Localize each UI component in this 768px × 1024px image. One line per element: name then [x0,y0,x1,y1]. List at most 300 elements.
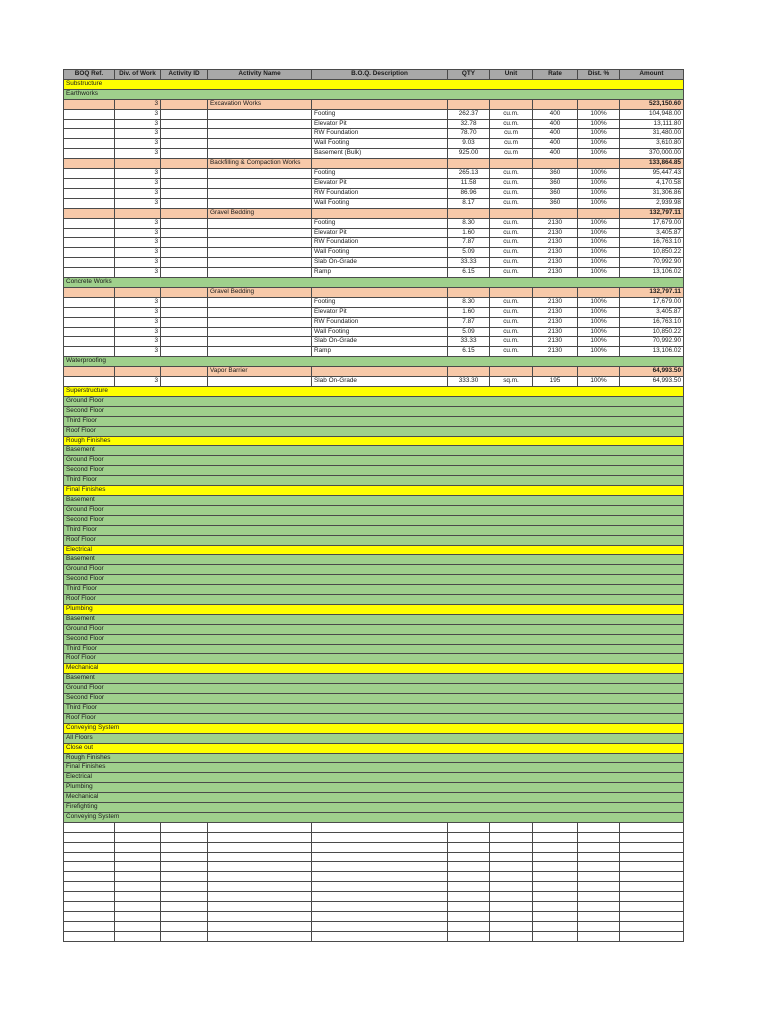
boq-description-cell[interactable]: Footing [312,297,448,307]
amount-cell[interactable] [620,902,684,912]
activity-id-cell[interactable] [161,842,208,852]
rate-cell[interactable]: 2130 [533,317,578,327]
div-of-work-cell[interactable]: 3 [115,119,161,129]
boq-ref-cell[interactable] [64,921,115,931]
unit-cell[interactable] [490,862,533,872]
activity-id-cell[interactable] [161,367,208,377]
section-label-cell[interactable]: Ground Floor [64,396,684,406]
activity-id-cell[interactable] [161,228,208,238]
activity-name-cell[interactable] [208,832,312,842]
amount-cell[interactable]: 3,405.87 [620,228,684,238]
activity-id-cell[interactable] [161,258,208,268]
activity-name-cell[interactable]: Gravel Bedding [208,208,312,218]
amount-cell[interactable]: 4,170.58 [620,178,684,188]
unit-cell[interactable] [490,931,533,941]
unit-cell[interactable]: cu.m. [490,109,533,119]
amount-cell[interactable] [620,862,684,872]
rate-cell[interactable] [533,882,578,892]
section-label-cell[interactable]: Firefighting [64,803,684,813]
boq-description-cell[interactable]: Elevator Pit [312,178,448,188]
boq-description-cell[interactable]: Slab On-Grade [312,337,448,347]
rate-cell[interactable]: 400 [533,149,578,159]
boq-ref-cell[interactable] [64,109,115,119]
activity-name-cell[interactable] [208,337,312,347]
amount-cell[interactable]: 13,111.80 [620,119,684,129]
section-label-cell[interactable]: Basement [64,674,684,684]
header-dist[interactable]: Dist. % [578,70,620,80]
header-rate[interactable]: Rate [533,70,578,80]
div-of-work-cell[interactable] [115,852,161,862]
boq-description-cell[interactable]: Wall Footing [312,198,448,208]
div-of-work-cell[interactable] [115,822,161,832]
div-of-work-cell[interactable]: 3 [115,139,161,149]
unit-cell[interactable] [490,159,533,169]
activity-name-cell[interactable] [208,892,312,902]
activity-id-cell[interactable] [161,99,208,109]
amount-cell[interactable]: 95,447.43 [620,169,684,179]
unit-cell[interactable]: cu.m. [490,327,533,337]
unit-cell[interactable] [490,832,533,842]
boq-ref-cell[interactable] [64,902,115,912]
unit-cell[interactable]: cu.m. [490,228,533,238]
div-of-work-cell[interactable] [115,208,161,218]
boq-ref-cell[interactable] [64,862,115,872]
activity-id-cell[interactable] [161,327,208,337]
unit-cell[interactable] [490,882,533,892]
boq-ref-cell[interactable] [64,832,115,842]
section-label-cell[interactable]: Electrical [64,545,684,555]
boq-ref-cell[interactable] [64,268,115,278]
qty-cell[interactable]: 6.15 [448,347,490,357]
unit-cell[interactable]: cu.m. [490,258,533,268]
rate-cell[interactable]: 360 [533,198,578,208]
activity-name-cell[interactable]: Excavation Works [208,99,312,109]
boq-description-cell[interactable] [312,882,448,892]
activity-name-cell[interactable] [208,149,312,159]
rate-cell[interactable]: 360 [533,188,578,198]
unit-cell[interactable] [490,287,533,297]
dist-cell[interactable]: 100% [578,149,620,159]
boq-ref-cell[interactable] [64,347,115,357]
boq-ref-cell[interactable] [64,218,115,228]
section-label-cell[interactable]: Basement [64,614,684,624]
amount-cell[interactable] [620,911,684,921]
amount-cell[interactable]: 10,850.22 [620,327,684,337]
dist-cell[interactable] [578,822,620,832]
boq-description-cell[interactable]: Ramp [312,268,448,278]
unit-cell[interactable] [490,842,533,852]
activity-id-cell[interactable] [161,297,208,307]
activity-id-cell[interactable] [161,287,208,297]
activity-name-cell[interactable] [208,842,312,852]
dist-cell[interactable]: 100% [578,377,620,387]
activity-name-cell[interactable] [208,139,312,149]
boq-ref-cell[interactable] [64,178,115,188]
dist-cell[interactable]: 100% [578,119,620,129]
boq-description-cell[interactable] [312,921,448,931]
rate-cell[interactable] [533,931,578,941]
unit-cell[interactable] [490,872,533,882]
boq-ref-cell[interactable] [64,208,115,218]
section-label-cell[interactable]: Second Floor [64,634,684,644]
boq-description-cell[interactable] [312,287,448,297]
dist-cell[interactable] [578,862,620,872]
section-label-cell[interactable]: Roof Floor [64,426,684,436]
unit-cell[interactable]: cu.m. [490,307,533,317]
activity-name-cell[interactable] [208,911,312,921]
dist-cell[interactable] [578,911,620,921]
div-of-work-cell[interactable]: 3 [115,377,161,387]
dist-cell[interactable]: 100% [578,109,620,119]
amount-cell[interactable]: 132,797.11 [620,208,684,218]
div-of-work-cell[interactable] [115,921,161,931]
qty-cell[interactable]: 1.60 [448,307,490,317]
activity-name-cell[interactable] [208,307,312,317]
activity-id-cell[interactable] [161,119,208,129]
qty-cell[interactable]: 86.96 [448,188,490,198]
dist-cell[interactable]: 100% [578,129,620,139]
qty-cell[interactable] [448,902,490,912]
activity-name-cell[interactable] [208,248,312,258]
section-label-cell[interactable]: Final Finishes [64,486,684,496]
header-amount[interactable]: Amount [620,70,684,80]
section-label-cell[interactable]: Third Floor [64,525,684,535]
section-label-cell[interactable]: Third Floor [64,585,684,595]
div-of-work-cell[interactable]: 3 [115,169,161,179]
activity-id-cell[interactable] [161,882,208,892]
boq-ref-cell[interactable] [64,911,115,921]
boq-description-cell[interactable] [312,911,448,921]
dist-cell[interactable] [578,832,620,842]
section-label-cell[interactable]: Roof Floor [64,535,684,545]
section-label-cell[interactable]: Mechanical [64,664,684,674]
div-of-work-cell[interactable]: 3 [115,218,161,228]
unit-cell[interactable]: cu.m. [490,169,533,179]
boq-ref-cell[interactable] [64,248,115,258]
boq-description-cell[interactable] [312,822,448,832]
div-of-work-cell[interactable]: 3 [115,228,161,238]
amount-cell[interactable] [620,822,684,832]
dist-cell[interactable]: 100% [578,347,620,357]
unit-cell[interactable] [490,99,533,109]
boq-description-cell[interactable] [312,862,448,872]
boq-ref-cell[interactable] [64,852,115,862]
boq-ref-cell[interactable] [64,337,115,347]
unit-cell[interactable]: cu.m. [490,337,533,347]
boq-ref-cell[interactable] [64,159,115,169]
qty-cell[interactable]: 6.15 [448,268,490,278]
activity-name-cell[interactable] [208,178,312,188]
boq-description-cell[interactable]: Footing [312,109,448,119]
activity-name-cell[interactable] [208,931,312,941]
boq-description-cell[interactable]: Footing [312,169,448,179]
qty-cell[interactable]: 8.30 [448,297,490,307]
dist-cell[interactable]: 100% [578,198,620,208]
div-of-work-cell[interactable]: 3 [115,109,161,119]
section-label-cell[interactable]: All Floors [64,733,684,743]
activity-id-cell[interactable] [161,129,208,139]
header-boq-ref[interactable]: BOQ Ref. [64,70,115,80]
amount-cell[interactable]: 70,992.90 [620,258,684,268]
dist-cell[interactable]: 100% [578,169,620,179]
boq-description-cell[interactable]: Elevator Pit [312,228,448,238]
boq-description-cell[interactable] [312,842,448,852]
amount-cell[interactable]: 64,993.50 [620,377,684,387]
amount-cell[interactable]: 31,306.86 [620,188,684,198]
section-label-cell[interactable]: Second Floor [64,575,684,585]
amount-cell[interactable] [620,921,684,931]
rate-cell[interactable] [533,367,578,377]
dist-cell[interactable] [578,852,620,862]
dist-cell[interactable] [578,902,620,912]
div-of-work-cell[interactable] [115,882,161,892]
activity-id-cell[interactable] [161,159,208,169]
dist-cell[interactable] [578,931,620,941]
rate-cell[interactable]: 2130 [533,228,578,238]
activity-name-cell[interactable] [208,347,312,357]
activity-name-cell[interactable] [208,169,312,179]
activity-id-cell[interactable] [161,902,208,912]
boq-ref-cell[interactable] [64,287,115,297]
div-of-work-cell[interactable]: 3 [115,297,161,307]
qty-cell[interactable]: 78.70 [448,129,490,139]
qty-cell[interactable]: 9.03 [448,139,490,149]
dist-cell[interactable]: 100% [578,307,620,317]
boq-ref-cell[interactable] [64,198,115,208]
activity-id-cell[interactable] [161,832,208,842]
boq-ref-cell[interactable] [64,377,115,387]
boq-ref-cell[interactable] [64,119,115,129]
unit-cell[interactable]: cu.m. [490,218,533,228]
rate-cell[interactable]: 2130 [533,248,578,258]
activity-id-cell[interactable] [161,169,208,179]
div-of-work-cell[interactable] [115,931,161,941]
activity-id-cell[interactable] [161,208,208,218]
section-label-cell[interactable]: Second Floor [64,466,684,476]
rate-cell[interactable] [533,842,578,852]
rate-cell[interactable]: 195 [533,377,578,387]
activity-name-cell[interactable] [208,862,312,872]
activity-name-cell[interactable] [208,317,312,327]
rate-cell[interactable] [533,862,578,872]
boq-description-cell[interactable]: Wall Footing [312,327,448,337]
qty-cell[interactable]: 262.37 [448,109,490,119]
rate-cell[interactable]: 400 [533,119,578,129]
amount-cell[interactable] [620,852,684,862]
div-of-work-cell[interactable] [115,367,161,377]
amount-cell[interactable]: 133,864.85 [620,159,684,169]
amount-cell[interactable] [620,832,684,842]
section-label-cell[interactable]: Waterproofing [64,357,684,367]
unit-cell[interactable]: sq.m. [490,377,533,387]
dist-cell[interactable] [578,882,620,892]
qty-cell[interactable]: 33.33 [448,337,490,347]
activity-name-cell[interactable] [208,218,312,228]
boq-description-cell[interactable]: Footing [312,218,448,228]
amount-cell[interactable]: 10,850.22 [620,248,684,258]
qty-cell[interactable] [448,842,490,852]
section-label-cell[interactable]: Ground Floor [64,456,684,466]
rate-cell[interactable] [533,208,578,218]
unit-cell[interactable]: cu.m. [490,248,533,258]
section-label-cell[interactable]: Mechanical [64,793,684,803]
rate-cell[interactable] [533,159,578,169]
qty-cell[interactable] [448,911,490,921]
unit-cell[interactable]: cu.m. [490,238,533,248]
activity-name-cell[interactable] [208,188,312,198]
qty-cell[interactable]: 33.33 [448,258,490,268]
section-label-cell[interactable]: Rough Finishes [64,753,684,763]
rate-cell[interactable]: 2130 [533,258,578,268]
amount-cell[interactable]: 523,150.60 [620,99,684,109]
div-of-work-cell[interactable]: 3 [115,327,161,337]
activity-id-cell[interactable] [161,862,208,872]
qty-cell[interactable]: 265.13 [448,169,490,179]
section-label-cell[interactable]: Third Floor [64,644,684,654]
boq-ref-cell[interactable] [64,882,115,892]
activity-id-cell[interactable] [161,188,208,198]
activity-name-cell[interactable] [208,268,312,278]
boq-description-cell[interactable] [312,931,448,941]
dist-cell[interactable] [578,159,620,169]
qty-cell[interactable] [448,832,490,842]
section-label-cell[interactable]: Electrical [64,773,684,783]
rate-cell[interactable]: 2130 [533,218,578,228]
div-of-work-cell[interactable]: 3 [115,258,161,268]
section-label-cell[interactable]: Roof Floor [64,654,684,664]
section-label-cell[interactable]: Final Finishes [64,763,684,773]
amount-cell[interactable]: 17,679.00 [620,297,684,307]
unit-cell[interactable]: cu.m [490,149,533,159]
rate-cell[interactable] [533,832,578,842]
boq-ref-cell[interactable] [64,99,115,109]
activity-id-cell[interactable] [161,109,208,119]
unit-cell[interactable]: cu.m. [490,297,533,307]
section-label-cell[interactable]: Third Floor [64,416,684,426]
activity-name-cell[interactable] [208,297,312,307]
header-div-of-work[interactable]: Div. of Work [115,70,161,80]
boq-description-cell[interactable]: RW Foundation [312,238,448,248]
activity-name-cell[interactable] [208,852,312,862]
div-of-work-cell[interactable] [115,159,161,169]
dist-cell[interactable] [578,872,620,882]
activity-name-cell[interactable] [208,198,312,208]
qty-cell[interactable]: 7.87 [448,317,490,327]
dist-cell[interactable] [578,287,620,297]
dist-cell[interactable]: 100% [578,218,620,228]
section-label-cell[interactable]: Conveying System [64,812,684,822]
rate-cell[interactable]: 400 [533,139,578,149]
boq-ref-cell[interactable] [64,139,115,149]
qty-cell[interactable] [448,159,490,169]
amount-cell[interactable]: 2,939.98 [620,198,684,208]
activity-id-cell[interactable] [161,822,208,832]
section-label-cell[interactable]: Roof Floor [64,595,684,605]
unit-cell[interactable] [490,921,533,931]
activity-name-cell[interactable] [208,872,312,882]
activity-id-cell[interactable] [161,347,208,357]
section-label-cell[interactable]: Second Floor [64,515,684,525]
activity-id-cell[interactable] [161,892,208,902]
header-activity-id[interactable]: Activity ID [161,70,208,80]
activity-id-cell[interactable] [161,921,208,931]
boq-ref-cell[interactable] [64,129,115,139]
boq-ref-cell[interactable] [64,842,115,852]
activity-name-cell[interactable] [208,921,312,931]
unit-cell[interactable] [490,822,533,832]
rate-cell[interactable] [533,921,578,931]
dist-cell[interactable]: 100% [578,327,620,337]
rate-cell[interactable] [533,99,578,109]
dist-cell[interactable] [578,892,620,902]
qty-cell[interactable] [448,921,490,931]
dist-cell[interactable] [578,99,620,109]
rate-cell[interactable] [533,892,578,902]
unit-cell[interactable] [490,902,533,912]
div-of-work-cell[interactable] [115,862,161,872]
boq-description-cell[interactable]: Slab On-Grade [312,258,448,268]
activity-name-cell[interactable] [208,228,312,238]
unit-cell[interactable]: cu.m. [490,188,533,198]
amount-cell[interactable]: 70,992.90 [620,337,684,347]
section-label-cell[interactable]: Ground Floor [64,565,684,575]
amount-cell[interactable]: 31,480.00 [620,129,684,139]
activity-id-cell[interactable] [161,911,208,921]
amount-cell[interactable]: 16,763.10 [620,238,684,248]
activity-name-cell[interactable] [208,129,312,139]
qty-cell[interactable] [448,208,490,218]
boq-ref-cell[interactable] [64,327,115,337]
rate-cell[interactable] [533,287,578,297]
activity-name-cell[interactable] [208,109,312,119]
section-label-cell[interactable]: Second Floor [64,406,684,416]
rate-cell[interactable]: 2130 [533,268,578,278]
unit-cell[interactable]: cu.m. [490,119,533,129]
boq-ref-cell[interactable] [64,317,115,327]
boq-description-cell[interactable]: Slab On-Grade [312,377,448,387]
boq-description-cell[interactable]: Ramp [312,347,448,357]
activity-name-cell[interactable] [208,119,312,129]
rate-cell[interactable]: 2130 [533,347,578,357]
boq-ref-cell[interactable] [64,822,115,832]
rate-cell[interactable] [533,852,578,862]
qty-cell[interactable] [448,822,490,832]
qty-cell[interactable] [448,367,490,377]
rate-cell[interactable]: 360 [533,169,578,179]
boq-ref-cell[interactable] [64,367,115,377]
activity-id-cell[interactable] [161,178,208,188]
activity-id-cell[interactable] [161,198,208,208]
boq-description-cell[interactable] [312,892,448,902]
unit-cell[interactable]: cu.m. [490,178,533,188]
boq-ref-cell[interactable] [64,188,115,198]
activity-id-cell[interactable] [161,317,208,327]
section-label-cell[interactable]: Conveying System [64,723,684,733]
activity-id-cell[interactable] [161,139,208,149]
boq-description-cell[interactable] [312,159,448,169]
dist-cell[interactable]: 100% [578,228,620,238]
div-of-work-cell[interactable] [115,842,161,852]
amount-cell[interactable] [620,872,684,882]
div-of-work-cell[interactable] [115,902,161,912]
qty-cell[interactable] [448,287,490,297]
boq-ref-cell[interactable] [64,228,115,238]
unit-cell[interactable] [490,208,533,218]
unit-cell[interactable] [490,911,533,921]
qty-cell[interactable]: 925.00 [448,149,490,159]
activity-name-cell[interactable] [208,238,312,248]
qty-cell[interactable]: 8.17 [448,198,490,208]
